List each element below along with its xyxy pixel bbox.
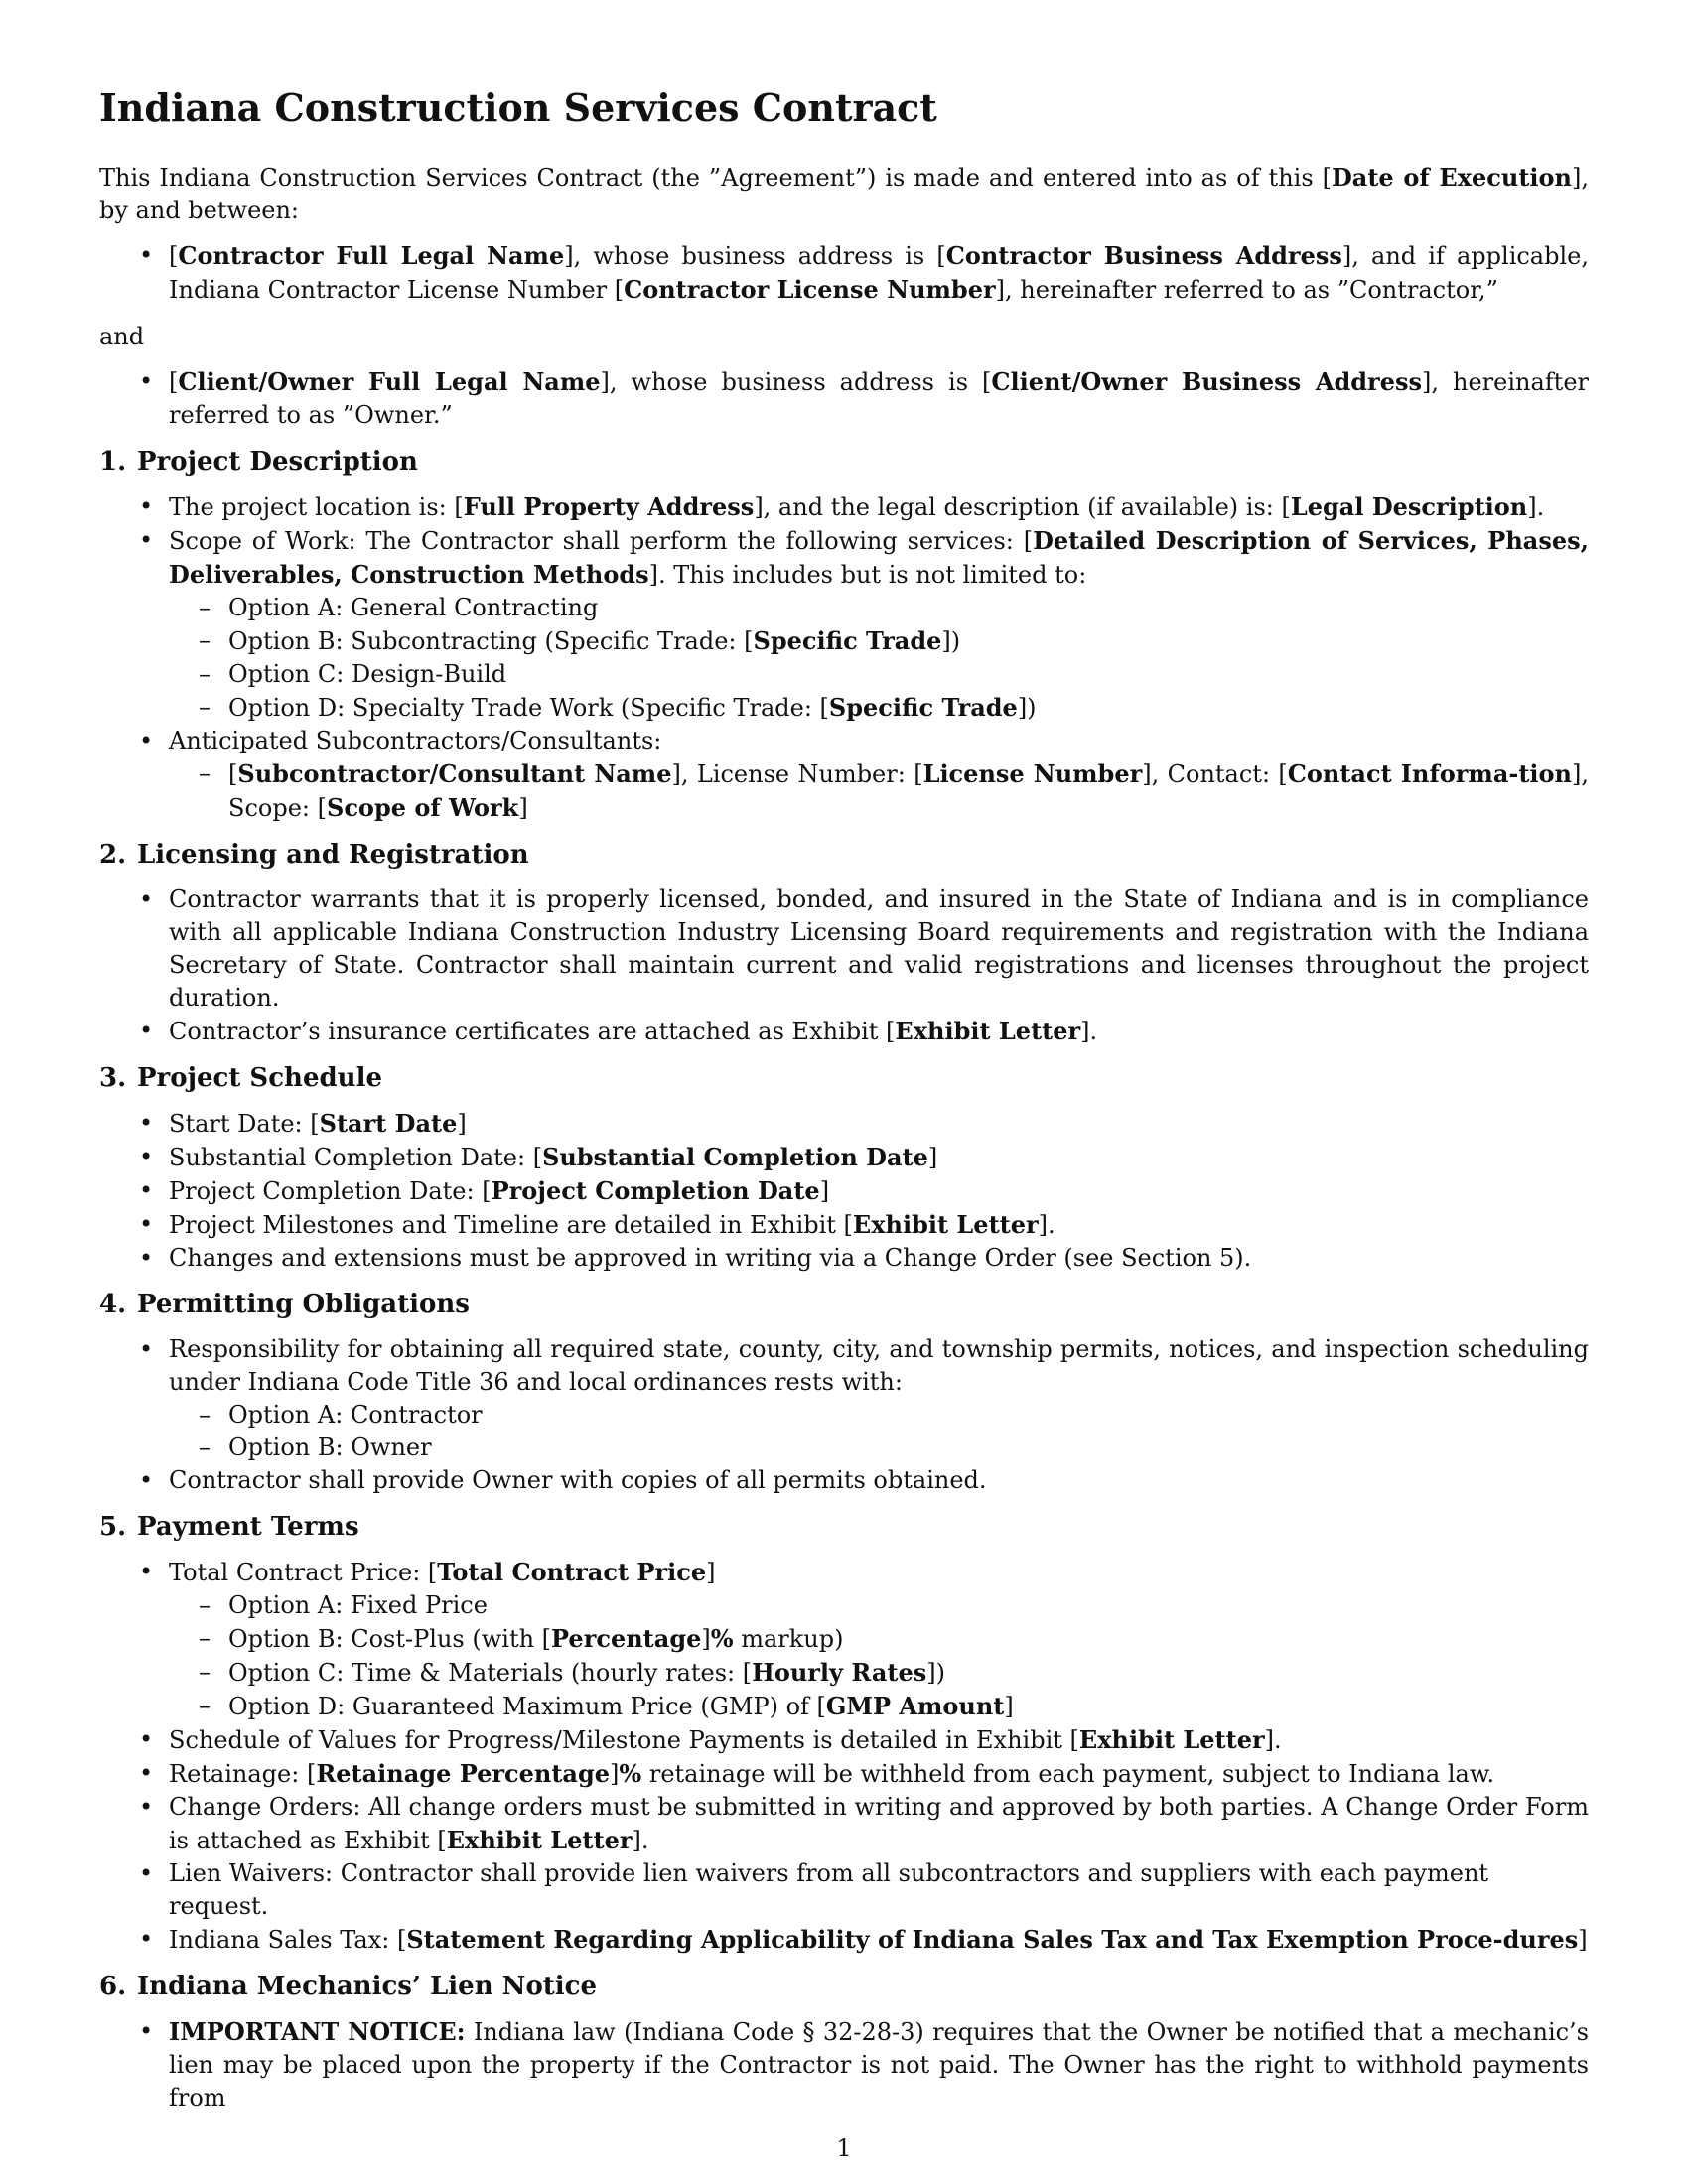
- list-item: • Retainage: [Retainage Percentage]% retainage will be withheld from each payment, subject to Indiana law.: [99, 1757, 1589, 1791]
- list-item: – Option B: Subcontracting (Specific Trade: [Specific Trade]): [169, 624, 1589, 658]
- list-item: • Change Orders: All change orders must be submitted in writing and approved by both parties. A Change Order Form is attached as Exhibit [Exhibit Letter].: [99, 1791, 1589, 1857]
- list-item: • Substantial Completion Date: [Substantial Completion Date]: [99, 1141, 1589, 1174]
- list-item: • Contractor shall provide Owner with copies of all permits obtained.: [99, 1464, 1589, 1497]
- list-item: • Scope of Work: The Contractor shall perform the following services: [Detailed Description of Services, Phases, Deliverables, Construction Methods]. This includes but is not limited to: – Option A: General Contracting – Option B: Subcontracting (Specific Trade: [Specific Trade]) – Option C: Design-Build – Option D: Specialty Trade Work (Specific Trade: [Specific Trade]): [99, 524, 1589, 725]
- document-page: [99, 85, 1589, 2128]
- list-item: • Indiana Sales Tax: [Statement Regarding Applicability of Indiana Sales Tax and Tax Exemption Proce-dures]: [99, 1923, 1589, 1957]
- list-item: • IMPORTANT NOTICE: Indiana law (Indiana Code § 32-28-3) requires that the Owner be notified that a mechanic’s lien may be placed upon the property if the Contractor is not paid. The Owner has the right to withhold payments from: [99, 2015, 1589, 2115]
- list-item: • [Client/Owner Full Legal Name], whose business address is [Client/Owner Business Address], hereinafter referred to as ”Owner.”: [99, 365, 1589, 432]
- list-item: – Option A: General Contracting: [169, 592, 1589, 624]
- section-5-list: [99, 1556, 1589, 1957]
- section-heading: 2. Licensing and Registration: [99, 839, 529, 870]
- list-item: • The project location is: [Full Property Address], and the legal description (if available) is: [Legal Description].: [99, 490, 1589, 524]
- list-item: • Start Date: [Start Date]: [99, 1107, 1589, 1141]
- list-item: – [Subcontractor/Consultant Name], License Number: [License Number], Contact: [Contact Informa-tion], Scope: [Scope of Work]: [169, 757, 1589, 825]
- list-item: – Option D: Specialty Trade Work (Specific Trade: [Specific Trade]): [169, 691, 1589, 725]
- list-item: – Option A: Contractor: [169, 1399, 1589, 1432]
- section-4-list: [99, 1333, 1589, 1497]
- list-item: • Changes and extensions must be approved in writing via a Change Order (see Section 5).: [99, 1242, 1589, 1275]
- list-item: – Option C: Time & Materials (hourly rates: [Hourly Rates]): [169, 1656, 1589, 1690]
- section-3-list: [99, 1107, 1589, 1275]
- list-item: • Total Contract Price: [Total Contract Price] – Option A: Fixed Price – Option B: Cost-Plus (with [Percentage]% markup) – Option C: Time & Materials (hourly rates: [Hourly Rates]) – Option D: Guaranteed Maximum Price (GMP) of [GMP Amount]: [99, 1556, 1589, 1723]
- list-item: – Option D: Guaranteed Maximum Price (GMP) of [GMP Amount]: [169, 1690, 1589, 1723]
- list-item: – Option B: Cost-Plus (with [Percentage]% markup): [169, 1622, 1589, 1656]
- list-item: • Responsibility for obtaining all required state, county, city, and township permits, notices, and inspection scheduling under Indiana Code Title 36 and local ordinances rests with: – Option A: Contractor – Option B: Owner: [99, 1333, 1589, 1464]
- list-item: – Option A: Fixed Price: [169, 1589, 1589, 1622]
- section-heading: 4. Permitting Obligations: [99, 1289, 470, 1319]
- list-item: • [Contractor Full Legal Name], whose business address is [Contractor Business Address], and if applicable, Indiana Contractor License Number [Contractor License Number], hereinafter referred to as ”Contractor,”: [99, 239, 1589, 307]
- list-item: – Option C: Design-Build: [169, 658, 1589, 691]
- document-title: Indiana Construction Services Contract: [99, 85, 937, 130]
- party-list-contractor: [99, 239, 1589, 307]
- section-heading: 3. Project Schedule: [99, 1062, 382, 1093]
- party-list-owner: [99, 365, 1589, 432]
- list-item: • Project Milestones and Timeline are detailed in Exhibit [Exhibit Letter].: [99, 1208, 1589, 1242]
- section-heading: 5. Payment Terms: [99, 1511, 359, 1542]
- list-item: • Schedule of Values for Progress/Milestone Payments is detailed in Exhibit [Exhibit Letter].: [99, 1723, 1589, 1757]
- list-item: • Lien Waivers: Contractor shall provide lien waivers from all subcontractors and suppliers with each payment request.: [99, 1857, 1589, 1923]
- page-number: 1: [836, 2134, 852, 2162]
- section-1-list: [99, 490, 1589, 825]
- intro-paragraph: This Indiana Construction Services Contract (the ”Agreement”) is made and entered into as of this [Date of Execution], by and between:: [99, 162, 1590, 224]
- section-2-list: [99, 884, 1589, 1048]
- list-item: • Project Completion Date: [Project Completion Date]: [99, 1174, 1589, 1208]
- and-text: and: [99, 322, 145, 350]
- section-heading: 6. Indiana Mechanics’ Lien Notice: [99, 1971, 598, 2001]
- list-item: • Contractor’s insurance certificates are attached as Exhibit [Exhibit Letter].: [99, 1015, 1589, 1048]
- list-item: • Anticipated Subcontractors/Consultants: – [Subcontractor/Consultant Name], License Number: [License Number], Contact: [Contact Informa-tion], Scope: [Scope of Work]: [99, 725, 1589, 825]
- price-options: [169, 1589, 1589, 1723]
- scope-options: [169, 592, 1589, 725]
- section-6-list: [99, 2015, 1589, 2115]
- list-item: – Option B: Owner: [169, 1432, 1589, 1464]
- list-item: • Contractor warrants that it is properly licensed, bonded, and insured in the State of Indiana and is in compliance with all applicable Indiana Construction Industry Licensing Board requirements and registration with the Indiana Secretary of State. Contractor shall maintain current and valid registrations and licenses throughout the project duration.: [99, 884, 1589, 1015]
- section-heading: 1. Project Description: [99, 446, 418, 477]
- subcontractor-list: [169, 757, 1589, 825]
- permit-options: [169, 1399, 1589, 1464]
